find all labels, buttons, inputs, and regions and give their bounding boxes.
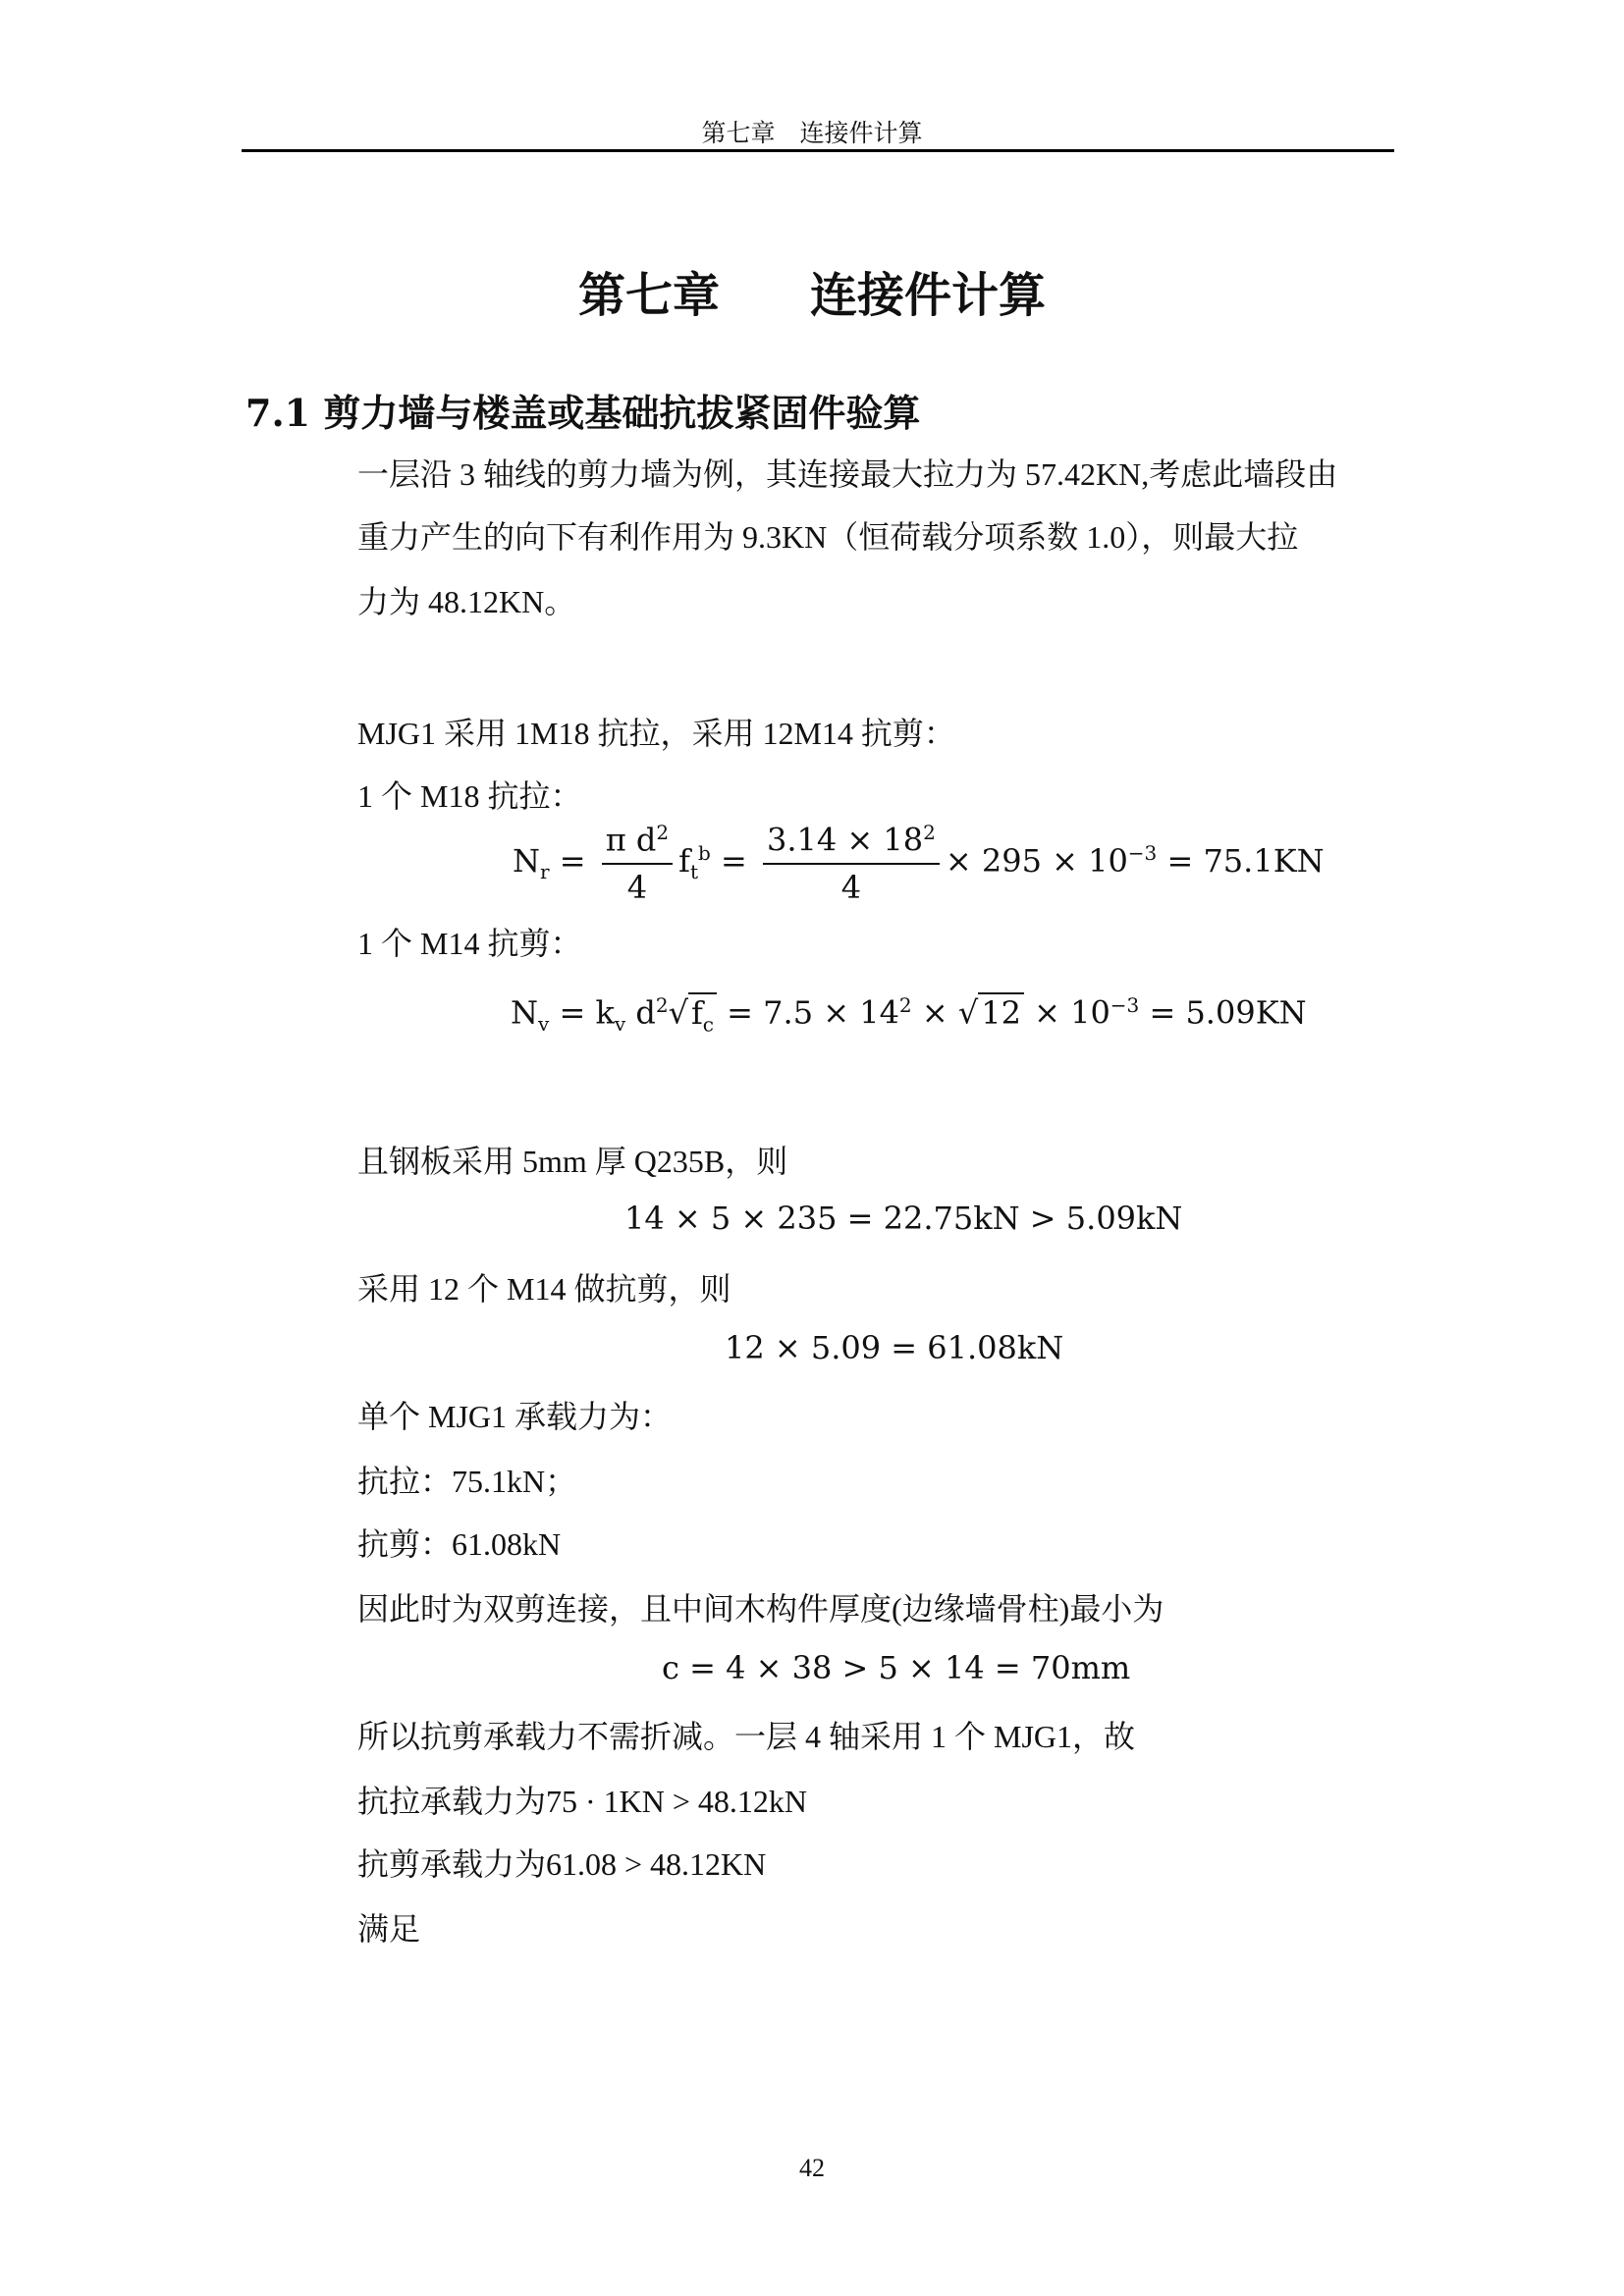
use-12-line: 采用 12 个 M14 做抗剪，则 — [357, 1271, 731, 1307]
nr-fraction-1 — [602, 821, 673, 906]
thickness-equation: c = 4 × 38 > 5 × 14 = 70mm — [662, 1649, 1131, 1686]
nv-d: d — [625, 993, 656, 1032]
nv-k-sub: v — [614, 1012, 626, 1037]
running-header: 第七章 连接件计算 — [701, 119, 923, 147]
nr-lhs: N — [513, 841, 540, 880]
nv-times: × — [921, 993, 958, 1032]
page-number: 42 — [799, 2154, 825, 2182]
section-heading: 7.1 剪力墙与楼盖或基础抗拔紧固件验算 — [245, 391, 921, 435]
sqrt-icon: √ — [668, 993, 688, 1032]
nv-sqrt-arg — [688, 992, 717, 1037]
nr-f-sub: t — [689, 860, 699, 884]
tension-capacity-line: 抗拉承载力为75 · 1KN > 48.12kN — [357, 1784, 808, 1819]
nr-frac1-num: π d — [605, 821, 657, 859]
nv-sqrt-f: f — [690, 993, 703, 1032]
nr-fraction-2 — [763, 821, 940, 906]
intro-line-2: 重力产生的向下有利作用为 9.3KN（恒荷载分项系数 1.0），则最大拉 — [357, 519, 1299, 555]
mjg-choice-line: MJG1 采用 1M18 抗拉，采用 12M14 抗剪： — [357, 716, 955, 751]
double-shear-line: 因此时为双剪连接，且中间木构件厚度(边缘墙骨柱)最小为 — [357, 1591, 1164, 1627]
nv-d-sup: 2 — [655, 993, 669, 1017]
nr-sub: r — [540, 860, 550, 884]
nr-eq2: = — [721, 841, 747, 880]
chapter-number: 第七章 — [577, 268, 720, 323]
nv-lhs: N — [511, 993, 538, 1032]
nr-result: = 75.1KN — [1166, 841, 1325, 880]
sqrt-icon: √ — [957, 993, 979, 1032]
nv-result: = 5.09KN — [1149, 993, 1307, 1032]
shear-line: 抗剪：61.08kN — [357, 1526, 562, 1562]
chapter-name: 连接件计算 — [810, 268, 1047, 323]
header-rule — [242, 149, 1394, 152]
m18-label: 1 个 M18 抗拉： — [357, 778, 582, 814]
intro-line-3: 力为 48.12KN。 — [357, 584, 576, 619]
nv-sqrt2: 12 — [978, 992, 1024, 1032]
nr-frac2-num-sup: 2 — [923, 821, 936, 844]
nv-rest: × 10 — [1034, 993, 1110, 1032]
tension-line: 抗拉：75.1kN； — [357, 1464, 577, 1499]
nv-sub: v — [538, 1012, 550, 1037]
nv-rest-sup: −3 — [1110, 993, 1140, 1017]
m14-label: 1 个 M14 抗剪： — [357, 926, 582, 961]
plate-line: 且钢板采用 5mm 厚 Q235B，则 — [357, 1144, 788, 1179]
intro-line-1: 一层沿 3 轴线的剪力墙为例，其连接最大拉力为 57.42KN,考虑此墙段由 — [357, 456, 1338, 492]
m14-total-equation: 12 × 5.09 = 61.08kN — [725, 1329, 1064, 1366]
nv-sqrt-sub: c — [702, 1012, 714, 1037]
nv-mid: = 7.5 × 14 — [727, 993, 899, 1032]
no-reduce-line: 所以抗剪承载力不需折减。一层 4 轴采用 1 个 MJG1，故 — [357, 1719, 1136, 1754]
nr-rest-sup: −3 — [1127, 841, 1158, 866]
single-capacity-line: 单个 MJG1 承载力为： — [357, 1399, 673, 1434]
nr-f: f — [678, 841, 690, 880]
nr-frac1-num-sup: 2 — [656, 821, 670, 844]
shear-capacity-line: 抗剪承载力为61.08 > 48.12KN — [357, 1846, 767, 1882]
nr-frac2-den: 4 — [840, 868, 862, 906]
nv-mid-sup: 2 — [898, 993, 912, 1017]
nr-f-sup: b — [698, 841, 711, 866]
nr-frac1-den: 4 — [626, 868, 648, 906]
equation-nv — [511, 993, 1307, 1036]
nr-rest: × 295 × 10 — [945, 841, 1128, 880]
satisfied-line: 满足 — [357, 1911, 421, 1947]
equation-nr — [513, 821, 1325, 906]
nv-eq: = k — [559, 993, 615, 1032]
nr-eq: = — [559, 841, 586, 880]
nr-frac2-num: 3.14 × 18 — [767, 821, 924, 859]
chapter-title — [0, 257, 1624, 325]
plate-equation: 14 × 5 × 235 = 22.75kN > 5.09kN — [624, 1200, 1183, 1237]
